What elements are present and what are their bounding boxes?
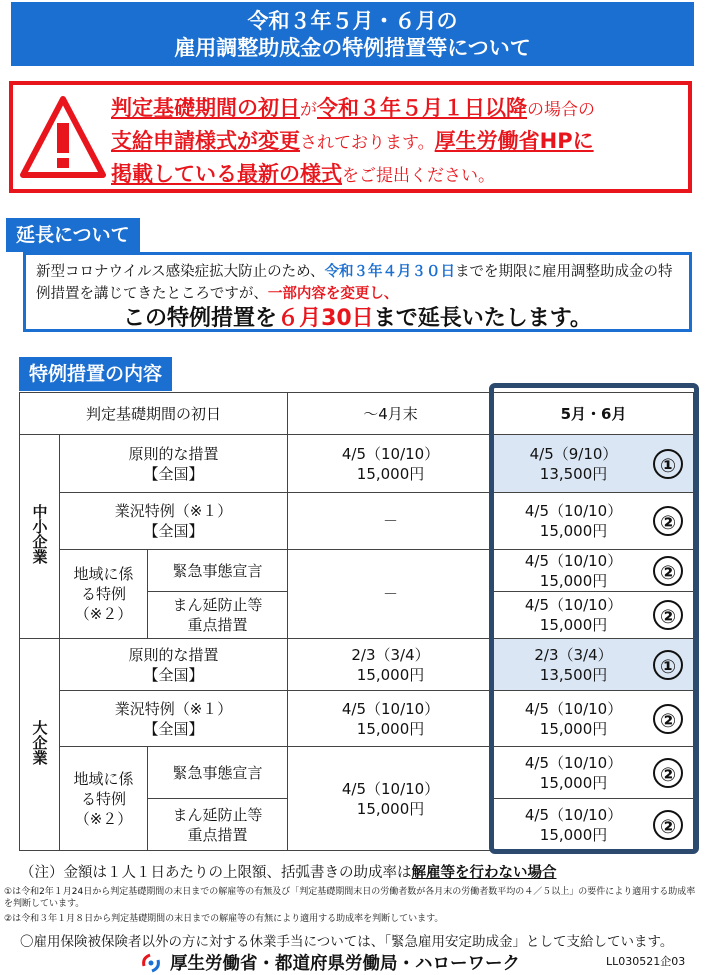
row-label: 原則的な措置 【全国】 [60,639,288,691]
large-company-label: 大企業 [20,639,60,851]
circle-2-icon: ② [653,704,683,734]
circle-1-icon: ① [653,449,683,479]
row-label: まん延防止等 重点措置 [148,799,288,851]
header-until-april: ～4月末 [288,393,494,435]
table-row [20,691,694,747]
header-may-june: 5月・6月 [494,393,694,435]
row-label: 原則的な措置 【全国】 [60,435,288,493]
row-label: 業況特例（※１） 【全国】 [60,493,288,550]
extension-paragraph: 新型コロナウイルス感染症拡大防止のため、令和３年４月３０日までを期限に雇用調整助成金の特例措置を講じてきたところですが、一部内容を変更し、 [36,264,673,302]
circle-1-icon: ① [653,650,683,680]
note-employment-subsidy: 〇雇用保険被保険者以外の方に対する休業手当については、「緊急雇用安定助成金」として支給しています。 [20,934,674,950]
cell-value: 4/5（9/10） 13,500円 ① [494,435,694,493]
table-row [20,639,694,691]
warning-text: 判定基礎期間の初日が令和３年５月１日以降の場合の 支給申請様式が変更されております。厚生労働省HPに 掲載している最新の様式をご提出ください。 [111,96,595,186]
cell-value: 4/5（10/10） 15,000円 ② [494,691,694,747]
note-2: ②は令和３年１月８日から判定基礎期間の末日までの解雇等の有無により適用する助成率を判断しています。 [4,914,444,924]
table-row [20,747,694,799]
cell-value: 4/5（10/10） 15,000円 ② [494,592,694,639]
row-label: 緊急事態宣言 [148,747,288,799]
cell-dash: － [288,550,494,639]
cell-dash: － [288,493,494,550]
cell-value: 2/3（3/4） 13,500円 ① [494,639,694,691]
contents-heading: 特例措置の内容 [19,357,172,391]
cell-value: 2/3（3/4） 15,000円 [288,639,494,691]
cell-value: 4/5（10/10） 15,000円 ② [494,799,694,851]
row-label: 緊急事態宣言 [148,550,288,592]
circle-2-icon: ② [653,506,683,536]
header-basis-date: 判定基礎期間の初日 [20,393,288,435]
circle-2-icon: ② [653,600,683,630]
circle-2-icon: ② [653,810,683,840]
cell-value: 4/5（10/10） 15,000円 ② [494,550,694,592]
circle-2-icon: ② [653,556,683,586]
measures-table [19,392,694,851]
title-line-2: 雇用調整助成金の特例措置等について [174,36,531,60]
cell-value: 4/5（10/10） 15,000円 [288,691,494,747]
regional-label: 地域に係る特例（※２） [60,747,148,851]
regional-label: 地域に係る特例（※２） [60,550,148,639]
row-label: 業況特例（※１） 【全国】 [60,691,288,747]
warning-icon [19,93,107,181]
table-row [20,435,694,493]
cell-value: 4/5（10/10） 15,000円 [288,747,494,851]
warning-box [9,81,692,193]
circle-2-icon: ② [653,758,683,788]
footer-code: LL030521企03 [606,955,686,968]
ministry-logo-icon [140,952,162,974]
table-row [20,550,694,592]
cell-value: 4/5（10/10） 15,000円 ② [494,747,694,799]
note-1: ①は令和2年１月24日から判定基礎期間の末日までの解雇等の有無及び「判定基礎期間末日の労働者数が各月末の労働者数平均の４／５以上」の要件により適用する助成率を判断しています。 [4,887,696,909]
title-line-1: 令和３年５月・６月の [247,9,458,33]
cell-value: 4/5（10/10） 15,000円 ② [494,493,694,550]
extension-announcement: この特例措置を６月30日まで延長いたします。 [123,306,592,331]
sme-label: 中小企業 [20,435,60,639]
note-amount: （注）金額は１人１日あたりの上限額、括弧書きの助成率は解雇等を行わない場合 [20,865,557,881]
title-banner [11,2,694,66]
table-header-row [20,393,694,435]
footer-organization: 厚生労働省・都道府県労働局・ハローワーク [170,954,520,974]
extension-box [23,252,692,332]
cell-value: 4/5（10/10） 15,000円 [288,435,494,493]
table-row [20,493,694,550]
row-label: まん延防止等 重点措置 [148,592,288,639]
extension-heading: 延長について [6,218,140,252]
